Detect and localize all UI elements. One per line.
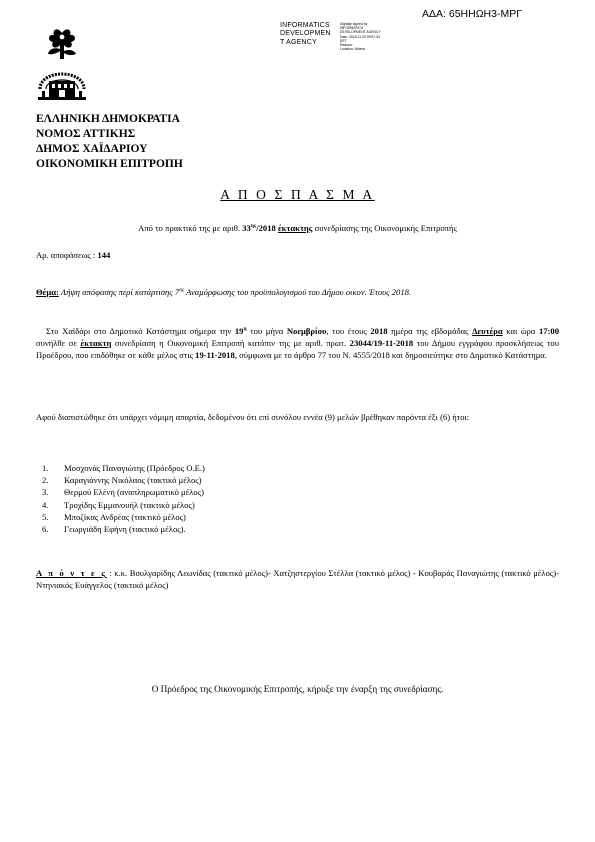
text-run: ημέρα της εβδομάδας [387, 325, 473, 336]
text-run: του Δήμου εγγράφου προσκλήσεως του Προέδρου, που επιδόθηκε σε κάθε μέλος στις [36, 337, 559, 360]
meeting-session-type: έκτακτη [80, 337, 112, 348]
stamp-detail-line: Reason: [340, 43, 353, 48]
meeting-day: 19 [234, 325, 244, 336]
issuing-authority [36, 112, 183, 172]
subject-text: Λήψη απόφασης περί κατάρτισης 7 [58, 287, 180, 297]
meeting-paragraph [36, 323, 559, 361]
text-run: συνεδρίαση η Οικονομική Επιτροπή κατόπιν της με αριθ. πρωτ. [111, 337, 350, 348]
member-number: 1. [42, 463, 49, 473]
ada-code: ΑΔΑ: 65ΗΗΩΗ3-ΜΡΓ [422, 8, 523, 20]
authority-line: ΝΟΜΟΣ ΑΤΤΙΚΗΣ [36, 128, 136, 140]
text-run: Στο Χαϊδάρι στο Δημοτικό Κατάστημα σήμερα την [46, 325, 235, 336]
absent-label: Α π ό ν τ ε ς [36, 568, 107, 578]
quorum-paragraph: Αφού διαπιστώθηκε ότι υπάρχει νόμιμη απαρτία, δεδομένου ότι επί συνόλου εννέα (9) μελών βρέθηκαν παρόντα έξι (6) ήτοι: [36, 412, 470, 422]
session-type: έκτακτης [277, 223, 313, 233]
stamp-title-line: INFORMATICS [280, 22, 330, 29]
member-name: Μποζίκας Ανδρέας (τακτικό μέλος) [64, 511, 186, 522]
signature-stamp-title [280, 22, 331, 47]
minutes-prefix: Από το πρακτικό της με αριθ. [138, 223, 243, 233]
list-item [42, 474, 205, 486]
decision-number [36, 250, 110, 260]
absent-members [36, 567, 559, 591]
subject-text-suffix: ης [179, 287, 185, 294]
protocol-number: 23044/19-11-2018 [349, 337, 414, 348]
text-run: , του έτους [326, 325, 371, 336]
notice-date: 19-11-2018 [195, 349, 235, 360]
stamp-detail-line: EET [340, 38, 347, 43]
list-item [42, 523, 205, 535]
stamp-title-line: T AGENCY [280, 38, 317, 46]
subject-label: Θέμα: [36, 287, 59, 297]
stamp-detail-line: INFORMATICS [340, 26, 364, 31]
stamp-detail-line: Digitally signed by [340, 22, 368, 26]
decision-label: Αρ. αποφάσεως : [36, 250, 98, 260]
minutes-reference [0, 223, 595, 233]
member-number: 6. [42, 524, 49, 535]
present-members-list [42, 462, 205, 535]
meeting-time: 17:00 [538, 325, 559, 336]
list-item [42, 499, 205, 511]
authority-line: ΔΗΜΟΣ ΧΑΪΔΑΡΙΟΥ [36, 143, 148, 155]
meeting-month: Νοεμβρίου [286, 325, 327, 336]
stamp-detail-line: Date: 2018.11.20 09:57:33 [340, 34, 380, 39]
municipality-logo-icon [34, 25, 90, 113]
text-run: του μήνα [246, 325, 287, 336]
member-number: 5. [42, 511, 49, 522]
meeting-weekday: Δευτέρα [472, 325, 503, 336]
stamp-title-line: DEVELOPMEN [280, 30, 331, 38]
list-item [42, 511, 205, 523]
stamp-detail-line: DEVELOPMENT AGENCY [340, 30, 381, 35]
member-name: Θερμού Ελένη (αναπληρωματικό μέλος) [64, 487, 204, 498]
minutes-number-suffix: ης [250, 223, 257, 230]
member-number: 3. [42, 487, 49, 498]
minutes-suffix: συνεδρίασης της Οικονομικής Επιτροπής [312, 223, 457, 233]
member-name: Καραγιάννης Νικόλαος (τακτικό μέλος) [64, 475, 202, 486]
closing-statement: Ο Πρόεδρος της Οικονομικής Επιτροπής, κήρυξε την έναρξη της συνεδρίασης. [151, 684, 444, 694]
subject-text-end: Αναμόρφωσης του προϋπολογισμού του Δήμου οικον. Έτους 2018. [184, 287, 412, 297]
meeting-day-suffix: η [243, 326, 247, 332]
text-run: και ώρα [502, 325, 539, 336]
list-item [42, 462, 205, 474]
member-name: Μοσχονάς Παναγιώτης (Πρόεδρος Ο.Ε.) [64, 463, 205, 473]
member-number: 2. [42, 475, 49, 486]
document-title: Α Π Ο Σ Π Α Σ Μ Α [220, 187, 375, 202]
meeting-year: 2018 [370, 325, 388, 336]
absent-names: : κ.κ. Βουλγαρίδης Λεωνίδας (τακτικό μέλος)- Χατζηστεργίου Στέλλα (τακτικό μέλος) - Κουβαράς Παναγιώτης (τακτικό μέλος)-Ντηνιακός Ευάγγελος (τακτικό μέλος) [36, 568, 559, 590]
list-item [42, 486, 205, 498]
authority-line: ΟΙΚΟΝΟΜΙΚΗ ΕΠΙΤΡΟΠΗ [36, 158, 183, 170]
authority-line: ΕΛΛΗΝΙΚΗ ΔΗΜΟΚΡΑΤΙΑ [36, 113, 180, 125]
member-number: 4. [42, 499, 49, 510]
minutes-number: 33 [242, 223, 251, 233]
member-name: Τροχίδης Εμμανουήλ (τακτικό μέλος) [64, 499, 195, 510]
stamp-detail-line: Location: Athens [340, 47, 366, 52]
text-run: συνήλθε σε [36, 337, 81, 348]
subject-line [36, 287, 411, 297]
text-run: , σύμφωνα με το άρθρο 77 του Ν. 4555/2018 και δημοσιεύτηκε στο Δημοτικό Κατάστημα. [234, 349, 547, 360]
signature-stamp-details [340, 22, 402, 51]
minutes-year: /2018 [256, 223, 278, 233]
member-name: Γεωργιάδη Εφήνη (τακτικό μέλος). [64, 524, 186, 535]
decision-value: 144 [97, 250, 111, 260]
